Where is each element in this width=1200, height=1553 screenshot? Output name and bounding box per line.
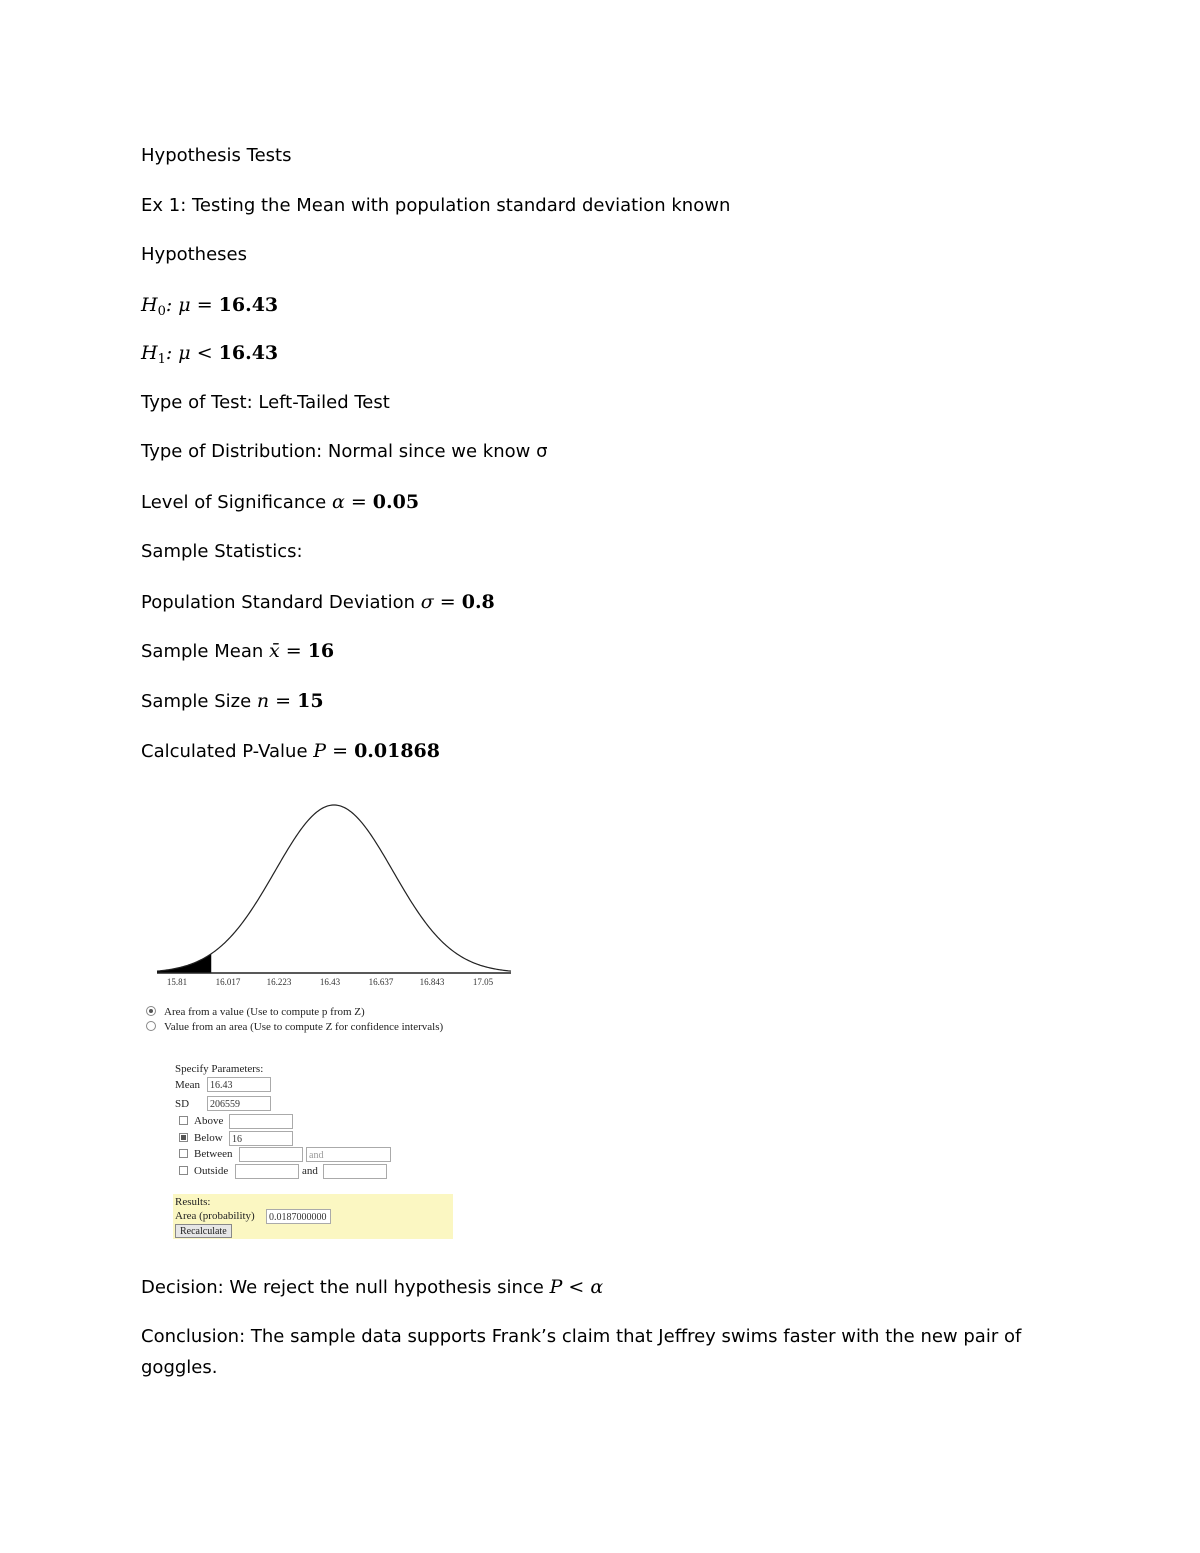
- above-input[interactable]: [229, 1114, 293, 1129]
- sd-input[interactable]: 206559: [207, 1096, 271, 1111]
- recalculate-button[interactable]: Recalculate: [175, 1224, 232, 1238]
- outside-radio[interactable]: [179, 1166, 188, 1175]
- results-panel: [173, 1194, 453, 1239]
- type-of-distribution: Type of Distribution: Normal since we know σ: [141, 441, 548, 462]
- alternative-hypothesis: $H_1$: μ < 16.43: [141, 342, 279, 367]
- tick-label: 16.017: [215, 977, 241, 987]
- decision: Decision: We reject the null hypothesis since P < α: [141, 1276, 604, 1298]
- radio-selected[interactable]: [146, 1006, 156, 1016]
- tick-label: 16.843: [419, 977, 445, 987]
- outside-input-low[interactable]: [235, 1164, 299, 1179]
- null-hypothesis: $H_0$: μ = 16.43: [141, 294, 279, 319]
- below-radio[interactable]: [179, 1133, 188, 1142]
- between-option[interactable]: Between: [179, 1148, 232, 1160]
- sample-statistics-label: Sample Statistics:: [141, 541, 303, 562]
- conclusion-line-2: goggles.: [141, 1357, 218, 1378]
- specify-parameters-label: Specify Parameters:: [175, 1063, 264, 1075]
- results-label: Results:: [175, 1196, 211, 1208]
- significance-level: Level of Significance α = 0.05: [141, 491, 420, 513]
- mode-option-value-from-area[interactable]: [146, 1021, 443, 1033]
- p-value: Calculated P-Value P = 0.01868: [141, 740, 440, 762]
- type-of-test: Type of Test: Left-Tailed Test: [141, 392, 390, 413]
- radio-unselected[interactable]: [146, 1021, 156, 1031]
- tick-label: 16.223: [266, 977, 292, 987]
- area-probability-output: 0.0187000000: [266, 1209, 331, 1224]
- above-option[interactable]: Above: [179, 1115, 223, 1127]
- mode-option-label: Area from a value (Use to compute p from Z): [164, 1006, 365, 1018]
- hypotheses-label: Hypotheses: [141, 244, 247, 265]
- page-title: Hypothesis Tests: [141, 145, 292, 166]
- sample-size: Sample Size n = 15: [141, 690, 324, 712]
- outside-option[interactable]: Outside: [179, 1165, 228, 1177]
- below-option[interactable]: Below: [179, 1132, 223, 1144]
- tick-label: 17.05: [472, 977, 494, 987]
- mean-input[interactable]: 16.43: [207, 1077, 271, 1092]
- normal-distribution-calculator: [140, 795, 520, 1245]
- tick-label: 16.43: [319, 977, 341, 987]
- normal-curve-plot: [140, 795, 520, 975]
- mean-label: Mean: [175, 1079, 201, 1091]
- sample-mean: Sample Mean x̄ = 16: [141, 640, 335, 662]
- outside-input-high[interactable]: [323, 1164, 387, 1179]
- above-radio[interactable]: [179, 1116, 188, 1125]
- population-sd: Population Standard Deviation σ = 0.8: [141, 591, 495, 613]
- example-heading: Ex 1: Testing the Mean with population standard deviation known: [141, 195, 731, 216]
- sd-label: SD: [175, 1098, 190, 1110]
- normal-curve: [157, 805, 511, 971]
- between-input-high[interactable]: and: [306, 1147, 391, 1162]
- conclusion-line-1: Conclusion: The sample data supports Frank’s claim that Jeffrey swims faster with the new pair of: [141, 1326, 1022, 1347]
- tick-label: 15.81: [166, 977, 188, 987]
- below-input[interactable]: 16: [229, 1131, 293, 1146]
- tick-label: 16.637: [368, 977, 394, 987]
- between-radio[interactable]: [179, 1149, 188, 1158]
- mode-option-label: Value from an area (Use to compute Z for confidence intervals): [164, 1021, 444, 1033]
- outside-and-label: and: [302, 1165, 318, 1177]
- between-input-low[interactable]: [239, 1147, 303, 1162]
- area-probability-label: Area (probability): [175, 1210, 255, 1222]
- mode-option-area-from-value[interactable]: [146, 1006, 365, 1018]
